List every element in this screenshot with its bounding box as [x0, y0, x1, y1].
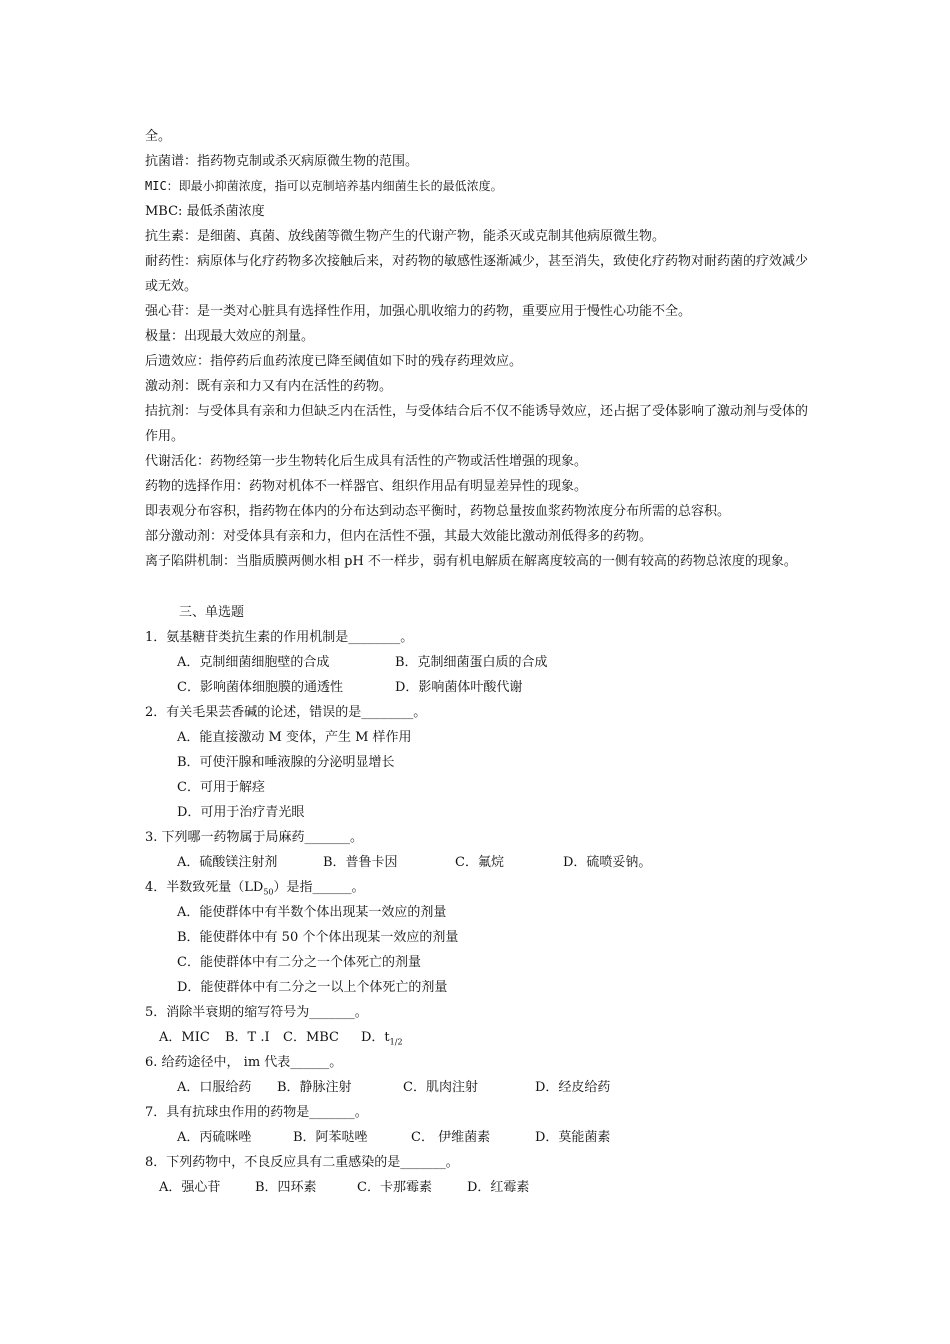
option-c[interactable]: C．氟烷 [455, 855, 504, 870]
option-c[interactable]: C． 伊维菌素 [411, 1130, 491, 1145]
option-a[interactable]: A．能直接激动 M 变体，产生 M 样作用 [177, 730, 412, 745]
question-4-stem: 4．半数致死量$(LD_{50})$是指______。 [145, 880, 365, 897]
question-6-options [145, 1075, 810, 1100]
option-a[interactable]: A．能使群体中有半数个体出现某一效应的剂量 [177, 905, 447, 920]
question-7-options [145, 1125, 810, 1150]
definition-line: 离子陷阱机制：当脂质膜两侧水相 pH 不一样步，弱有机电解质在解离度较高的一侧有较高的药物总浓度的现象。 [145, 554, 797, 569]
option-b[interactable]: B．四环素 [255, 1180, 317, 1195]
option-b[interactable]: B．静脉注射 [277, 1080, 352, 1095]
option-a[interactable]: A．强心苷 [159, 1180, 221, 1195]
question-5-options [145, 1025, 810, 1050]
question-8-stem: 8．下列药物中，不良反应具有二重感染的是_______。 [145, 1155, 459, 1170]
option-d[interactable]: D．能使群体中有二分之一以上个体死亡的剂量 [177, 980, 448, 995]
question-2-stem: 2．有关毛果芸香碱的论述，错误的是________。 [145, 705, 427, 720]
option-a[interactable]: A．丙硫咪唑 [177, 1130, 252, 1145]
definition-line: 即表观分布容积，指药物在体内的分布达到动态平衡时，药物总量按血浆药物浓度分布所需的总容积。 [145, 504, 731, 519]
definition-line: MBC: 最低杀菌浓度 [145, 204, 265, 219]
option-d[interactable]: D．经皮给药 [535, 1080, 611, 1095]
question-3-options [145, 850, 810, 875]
option-c[interactable]: C．能使群体中有二分之一个体死亡的剂量 [177, 955, 421, 970]
option-a[interactable]: A．硫酸镁注射剂 [177, 855, 278, 870]
option-b[interactable]: B．能使群体中有 50 个个体出现某一效应的剂量 [177, 930, 459, 945]
option-d[interactable]: D．莫能菌素 [535, 1130, 611, 1145]
option-b[interactable]: B．可使汗腺和唾液腺的分泌明显增长 [177, 755, 395, 770]
option-b[interactable]: B．阿苯哒唑 [293, 1130, 368, 1145]
option-c[interactable]: C．可用于解痉 [177, 780, 265, 795]
definition-line: 极量：出现最大效应的剂量。 [145, 329, 315, 344]
question-8-options [145, 1175, 810, 1200]
definition-line: 激动剂：既有亲和力又有内在活性的药物。 [145, 379, 393, 394]
option-a[interactable]: A．克制细菌细胞壁的合成 [177, 655, 330, 670]
definition-line: 抗菌谱：指药物克制或杀灭病原微生物的范围。 [145, 154, 419, 169]
definition-line: 拮抗剂：与受体具有亲和力但缺乏内在活性，与受体结合后不仅不能诱导效应，还占据了受体影响了激动剂与受体的作用。 [145, 404, 809, 444]
option-a[interactable]: A．MIC [159, 1030, 210, 1045]
definition-line: MIC：即最小抑菌浓度，指可以克制培养基内细菌生长的最低浓度。 [145, 179, 503, 193]
question-1-stem: 1．氨基糖苷类抗生素的作用机制是________。 [145, 630, 414, 645]
definition-line: 抗生素：是细菌、真菌、放线菌等微生物产生的代谢产物，能杀灭或克制其他病原微生物。 [145, 229, 666, 244]
question-7-stem: 7．具有抗球虫作用的药物是_______。 [145, 1105, 368, 1120]
option-d[interactable]: D．$t_{1/2}$ [361, 1030, 403, 1047]
option-d[interactable]: D．可用于治疗青光眼 [177, 805, 305, 820]
definition-line: 强心苷：是一类对心脏具有选择性作用，加强心肌收缩力的药物，重要应用于慢性心功能不全。 [145, 304, 692, 319]
option-d[interactable]: D．红霉素 [467, 1180, 530, 1195]
question-1-options-row2 [145, 675, 810, 700]
option-c[interactable]: C．肌肉注射 [403, 1080, 478, 1095]
question-6-stem: 6. 给药途径中， im 代表______。 [145, 1055, 343, 1070]
definition-line: 药物的选择作用：药物对机体不一样器官、组织作用品有明显差异性的现象。 [145, 479, 588, 494]
option-c[interactable]: C．影响菌体细胞膜的通透性 [177, 680, 343, 695]
option-b[interactable]: B．T .I [225, 1030, 270, 1045]
option-b[interactable]: B．克制细菌蛋白质的合成 [395, 655, 548, 670]
option-c[interactable]: C．卡那霉素 [357, 1180, 432, 1195]
definition-line: 后遗效应：指停药后血药浓度已降至阈值如下时的残存药理效应。 [145, 354, 523, 369]
option-d[interactable]: D．硫喷妥钠。 [563, 855, 652, 870]
document-page [145, 124, 810, 1200]
question-3-stem: 3. 下列哪一药物属于局麻药_______。 [145, 830, 364, 845]
option-d[interactable]: D．影响菌体叶酸代谢 [395, 680, 523, 695]
definition-line: 全。 [145, 129, 172, 144]
option-a[interactable]: A．口服给药 [177, 1080, 252, 1095]
option-c[interactable]: C．MBC [283, 1030, 339, 1045]
definition-line: 耐药性：病原体与化疗药物多次接触后来，对药物的敏感性逐渐减少，甚至消失，致使化疗药物对耐药菌的疗效减少或无效。 [145, 254, 809, 294]
section-title: 三、单选题 [179, 605, 245, 620]
definition-line: 代谢活化：药物经第一步生物转化后生成具有活性的产物或活性增强的现象。 [145, 454, 588, 469]
question-1-options-row1 [145, 650, 810, 675]
question-5-stem: 5．消除半衰期的缩写符号为_______。 [145, 1005, 368, 1020]
definition-line: 部分激动剂：对受体具有亲和力，但内在活性不强，其最大效能比激动剂低得多的药物。 [145, 529, 653, 544]
option-b[interactable]: B．普鲁卡因 [323, 855, 398, 870]
